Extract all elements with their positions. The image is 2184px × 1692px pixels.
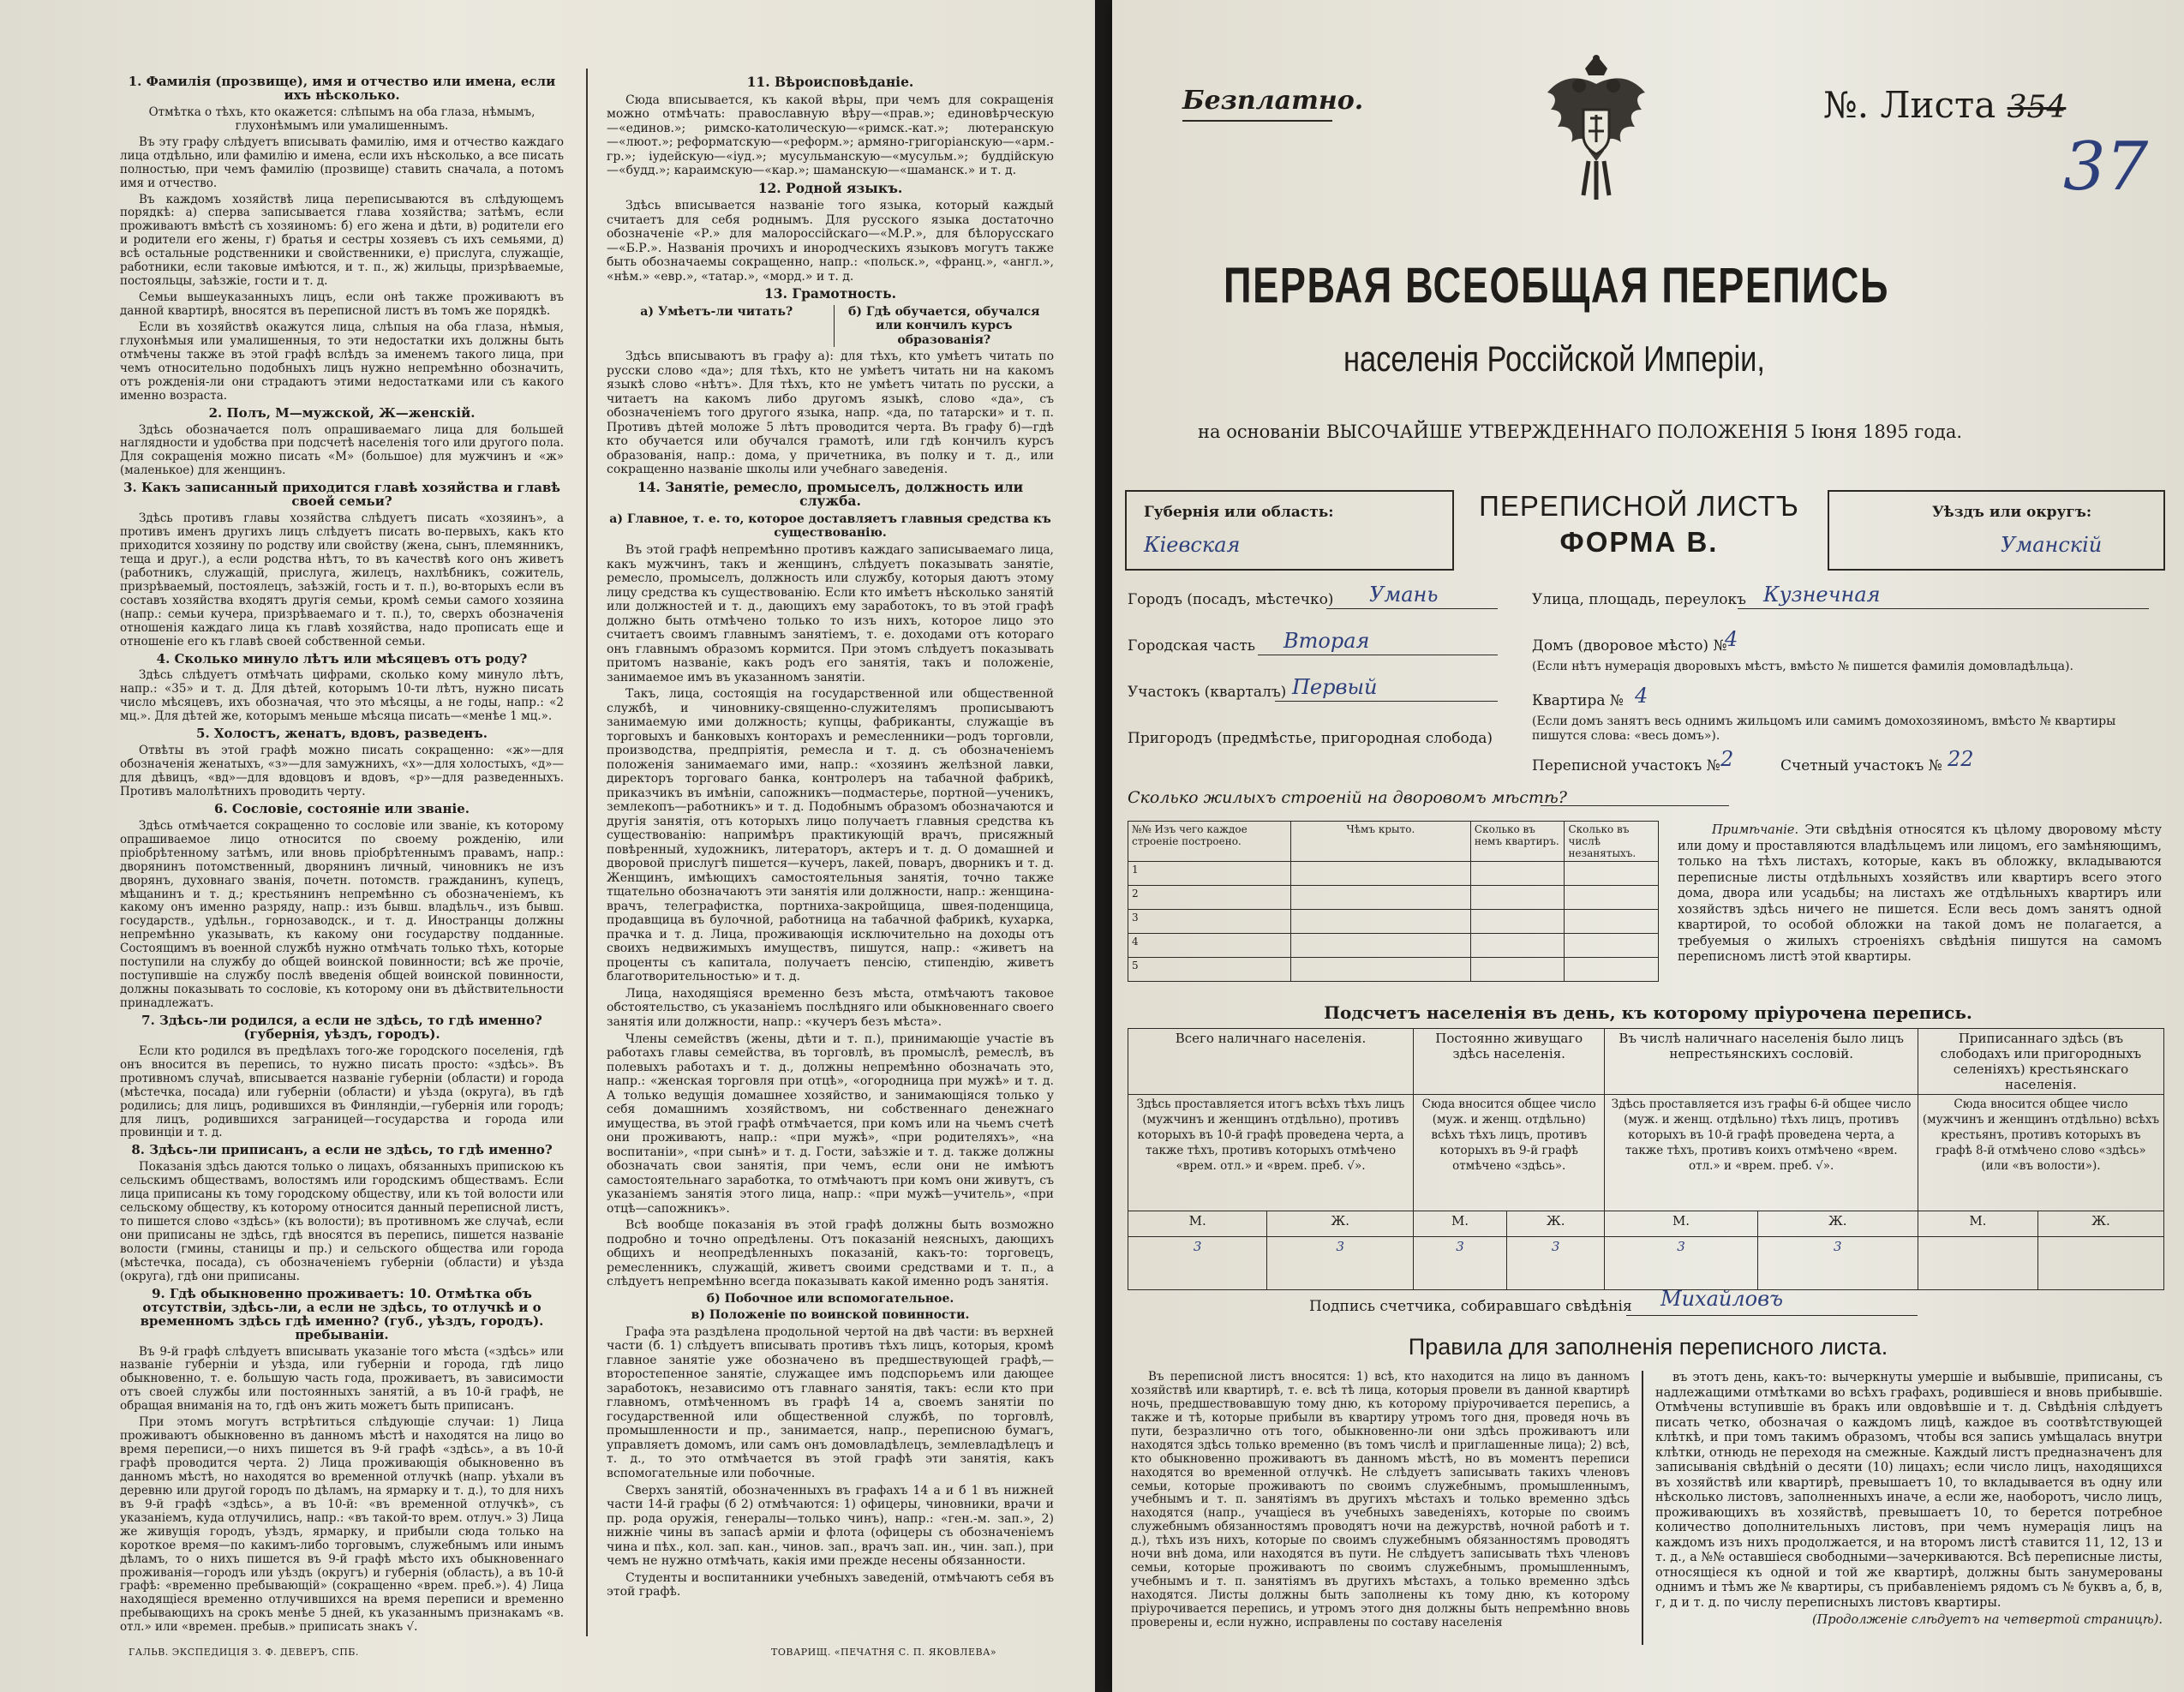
section-1-subtitle: Отмѣтка о тѣхъ, кто окажется: слѣпымъ на оба глаза, нѣмымъ, глухонѣмымъ или умалишеннымъ. xyxy=(148,105,536,133)
section-9-para-1: Въ 9-й графѣ слѣдуетъ вписывать указаніе того мѣста («здѣсь» или названіе губерніи и уѣзда, или губерніи и города, гдѣ лицо обыкновенно, т. е. большую часть года, проживаетъ, въ зависимости отъ своей службы или постоянныхъ занятій, а въ 10-й графѣ, не обращая вниманія на то, гдѣ онъ жить можетъ быть приписанъ. xyxy=(120,1344,564,1414)
bld-row: 3 xyxy=(1128,910,1291,934)
pop-desc-3: Здѣсь проставляется изъ графы 6-й общее число (муж. и женщ. отдѣльно) тѣхъ лицъ, противъ которыхъ въ 10-й графѣ проведена черта, а также тѣхъ, противъ коихъ отмѣчено «врем. отл.» и «врем. преб. √». xyxy=(1605,1095,1918,1211)
uchastok-label: Участокъ (кварталъ) xyxy=(1128,684,1287,701)
imprint-right: ТОВАРИЩ. «ПЕЧАТНЯ С. П. ЯКОВЛЕВА» xyxy=(771,1647,997,1658)
pop-sex: Ж. xyxy=(1267,1211,1414,1237)
pop-value: 3 xyxy=(1506,1237,1604,1290)
pop-value: 3 xyxy=(1757,1237,1918,1290)
count-section-label: Счетный участокъ № xyxy=(1780,757,1942,774)
gubernia-label: Губернія или область: xyxy=(1144,504,1334,521)
part-label: Городская часть xyxy=(1128,637,1256,655)
uezd-value: Уманскій xyxy=(2001,533,2103,557)
form-title: ПЕРЕПИСНОЙ ЛИСТЪ xyxy=(1479,490,1799,522)
pop-sex: Ж. xyxy=(2037,1211,2163,1237)
section-7-title: 7. Здѣсь-ли родился, а если не здѣсь, то гдѣ именно? (губернія, уѣздъ, городъ). xyxy=(141,1012,542,1042)
section-11-para: Сюда вписывается, къ какой вѣры, при чемъ для сокращенія можно отмѣчать: православную вѣру—«прав.»; единовѣрческую—«единов.»; римско-католическую—«римск.-кат.»; лютеранскую—«люот.»; реформатскую—«реформ.»; армяно-григоріанскую—«арм.-гр.»; іудейскую—«іуд.»; мусульманскую—«мусульм.»; буддійскую—«будд.»; караимскую—«кар.»; шаманскую—«шаманск.» и т. д. xyxy=(607,93,1054,178)
section-8-title: 8. Здѣсь-ли приписанъ, а если не здѣсь, то гдѣ именно? xyxy=(131,1142,553,1158)
section-14-a: а) Главное, т. е. то, которое доставляетъ главныя средства къ существованію. xyxy=(609,511,1051,541)
buildings-question: Сколько жилыхъ строеній на дворовомъ мѣстѣ? xyxy=(1128,788,1567,807)
section-5-title: 5. Холостъ, женатъ, вдовъ, разведенъ. xyxy=(196,726,488,742)
pop-desc-4: Сюда вносится общее число (мужчинъ и женщинъ отдѣльно) всѣхъ крестьянъ, противъ которыхъ въ графѣ 8-й отмѣчено слово «здѣсь» (или «въ волости»). xyxy=(1918,1095,2163,1211)
bld-row: 5 xyxy=(1128,958,1291,982)
section-14-para-7: Сверхъ занятій, обозначенныхъ въ графахъ 14 а и б 1 въ нижней части 14-й графы (б 2) отмѣчаются: 1) офицеры, чиновники, врачи и пр. рода оружія, генералы—только чинъ), напр.: «ген.-м. зап.», 2) нижніе чины въ запасѣ арміи и флота (офицеры съ обозначеніемъ чина и пѣх., кол. зап. кан., чинов. зап., врачъ зап. ин., чин. зап.), при чемъ не нужно отмѣчать, какія ими прежде несены обязанности. xyxy=(607,1483,1054,1569)
section-12-para: Здѣсь вписывается названіе того языка, который каждый считаетъ для себя роднымъ. Для русского языка достаточно обозначеніе «Р.» для малороссійскаго—«М.Р.», для бѣлорусскаго—«Б.Р.». Названія прочихъ и инородческихъ языковъ могутъ также быть обозначаемы сокращенно, напр.: «польск.», «франц.», «англ.», «нѣм.» «евр.», «татар.», «морд.» и т. д. xyxy=(607,199,1054,284)
pop-value: 3 xyxy=(1267,1237,1414,1290)
section-4-para: Здѣсь слѣдуетъ отмѣчать цифрами, сколько кому минуло лѣтъ, напр.: «35» и т. д. Для дѣтей, которымъ 10-ти лѣтъ, нужно писать число мѣсяцевъ, ихъ обозначая, что это мѣсяцы, а не годы, напр.: «2 мц.». Для дѣтей же, которымъ меньше мѣсяца писать—«менѣе 1 мц.». xyxy=(120,668,564,724)
bld-row: 1 xyxy=(1128,862,1291,886)
instructions-column-1 xyxy=(120,72,564,1637)
form-title-block xyxy=(1451,490,1828,571)
pop-value: 3 xyxy=(1605,1237,1757,1290)
section-13-para: Здѣсь вписываютъ въ графу а): для тѣхъ, кто умѣетъ читать по русски слово «да»; для тѣхъ, кто не умѣетъ читать ни на какомъ языкѣ слово «нѣтъ». Для тѣхъ, кто не умѣетъ читать по русски, а читаетъ на какомъ либо другомъ языкѣ, слово «да», съ обозначеніемъ того другого языка, напр. «да, по татарски» и т. п. Противъ дѣтей моложе 5 лѣтъ проводится черта. Въ графу б)—гдѣ кто обучается или обучался грамотѣ, или гдѣ кончилъ курсъ образованія, напр.: дома, у причетника, въ полку и т. д., или сокращенно названіе школы или учебнаго заведенія. xyxy=(607,350,1054,477)
section-14-b: б) Побочное или вспомогательное. xyxy=(706,1291,954,1306)
free-underline xyxy=(1182,120,1332,122)
section-14-para-1: Въ этой графѣ непремѣнно противъ каждаго записываемаго лица, какъ мужчинъ, такъ и женщинъ, слѣдуетъ показывать занятіе, ремесло, промыселъ, должность или службу, которыя даютъ этому лицу средства къ существованію. Если кто имѣетъ нѣсколько занятій или должностей и т. д., дающихъ ему заработокъ, то въ этой графѣ должно быть отмѣчено только то изъ нихъ, которое лицо это считаетъ своимъ главнымъ занятіемъ, т. е. доходами отъ котораго онъ главнымъ образомъ кормится. При этомъ слѣдуетъ показывать притомъ названіе, какъ родъ его занятія, такъ и положеніе, занимаемое имъ въ указанномъ занятіи. xyxy=(607,542,1054,685)
section-13-a: а) Умѣетъ-ли читать? xyxy=(640,304,793,319)
section-1-para-4: Если въ хозяйствѣ окажутся лица, слѣпыя на оба глаза, нѣмыя, глухонѣмыя или умалишенныя, то эти недостатки ихъ должны быть отмѣчены также въ этой графѣ вслѣдъ за именемъ такого лица, при чемъ относительно подобныхъ лицъ нужно непремѣнно обозначить, отъ рожденія-ли они страдаютъ этими недостатками или съ какого именно возраста. xyxy=(120,320,564,403)
section-3-para: Здѣсь противъ главы хозяйства слѣдуетъ писать «хозяинъ», а противъ именъ другихъ лицъ слѣдуетъ писать во-первыхъ, какъ кто приходится хозяину по родству или свойству (жена, сынъ, племянникъ, теща и друг.), а если родства нѣтъ, то въ качествѣ кого онъ живетъ (работникъ, служащій, прислуга, жилецъ, нахлѣбникъ, сожитель, призрѣваемый, постоялецъ, заѣзжій, гость и т. п.), во-вторыхъ если въ составъ хозяйства входятъ другія семьи, кромѣ семьи самого хозяина (напр.: семьи кучера, призрѣваемаго и т. п.), то, сверхъ обозначенія отношенія каждаго лица къ главѣ хозяйства, надо прописать еще и отношеніе его къ главѣ своей собственной семьи. xyxy=(120,511,564,649)
section-14-para-2: Такъ, лица, состоящія на государственной или общественной службѣ, и чиновнику-священно-служителямъ прописываютъ занимаемую ими должность; купцы, фабриканты, служащіе въ торговыхъ и банковыхъ конторахъ и ремесленники—родъ торговли, производства, предпріятія, ремесла и т. д. съ обозначеніемъ положенія занимаемаго ими, напр.: «хозяинъ желѣзной лавки, директоръ торговаго банка, контролеръ на табачной фабрикѣ, приказчикъ въ имѣніи, сапожникъ—подмастерье, портной—ученикъ, землекопъ—работникъ» и т. д. Подобнымъ образомъ обозначаются и другія занятія, отъ которыхъ лицо получаетъ главныя средства къ существованію: напримѣръ практикующій врачъ, присяжный повѣренный, художникъ, литераторъ, актеръ и т. д. О домашней и дворовой прислугѣ пишется—кучеръ, лакей, поваръ, дворникъ и т. д. Женщинъ, имѣющихъ самостоятельныя занятія, точно также тщательно обозначаютъ эти занятія или должности, напр.: женщина-врачъ, телеграфистка, портниха-закройщица, швея-поденщица, продавщица въ булочной, работница на табачной фабрикѣ, кухарка, прачка и т. д. Лица, проживающія исключительно на доходы отъ своихъ недвижимыхъ имуществъ, пишутся, напр.: «живетъ на проценты съ капитала, получаетъ пенсію, стипендію, живетъ благотворительностью» и т. д. xyxy=(607,687,1054,984)
section-3-title: 3. Какъ записанный приходится главѣ хозяйства и главѣ своей семьи? xyxy=(123,480,560,510)
population-title: Подсчетъ населенія въ день, къ которому пріурочена перепись. xyxy=(1324,1002,1972,1023)
uchastok-value: Первый xyxy=(1292,675,1378,699)
counter-signature-label: Подпись счетчика, собиравшаго свѣдѣнія xyxy=(1309,1298,1632,1315)
prigorod-label: Пригородъ (предмѣстье, пригородная слобода) xyxy=(1128,730,1493,747)
section-14-para-6: Графа эта раздѣлена продольной чертой на двѣ части: въ верхней части (б. 1) слѣдуетъ вписывать противъ тѣхъ лицъ, которыя, кромѣ главное занятіе уже обозначено въ предшествующей графѣ,—второстепенное занятіе, служащее имъ подспорьемъ или дающее заработокъ, независимо отъ главнаго занятія, такъ: если кто при главномъ, отмѣченномъ въ графѣ 14 а, своемъ занятіи по государственной или общественной службѣ, по торговлѣ, промышленности и пр., занимается, напр., переписною бумагъ, управляетъ домомъ, или самъ онъ домовладѣлецъ, землевладѣлецъ и т. д., то это отмѣчается въ этой графѣ эти занятія, какъ вспомогательные или побочные. xyxy=(607,1324,1054,1480)
right-page xyxy=(1112,0,2184,1692)
pop-sex: М. xyxy=(1918,1211,2037,1237)
city-value: Умань xyxy=(1369,583,1439,607)
section-1-para-2: Въ каждомъ хозяйствѣ лица переписываются въ слѣдующемъ порядкѣ: а) сперва записывается глава хозяйства; затѣмъ, если проживаютъ вмѣстѣ съ хозяиномъ: б) его жена и дѣти, в) родители его и родители его жены, г) братья и сестры хозяевъ съ ихъ семьями, д) всѣ остальные родственники и свойственники, е) прислуга, служащіе, работники, если таковые имѣются, и т. п., ж) жильцы, призрѣваемые, постояльцы, заѣзжіе, гости и т. д. xyxy=(120,192,564,289)
section-14-para-4: Члены семействъ (жены, дѣти и т. п.), принимающіе участіе въ работахъ главы семейства, въ торговлѣ, въ промыслѣ, ремеслѣ, въ полевыхъ работахъ и т. д., должны непремѣнно обозначать это, напр.: «женская торговля при отцѣ», «огородница при мужѣ» и т. д. А только ведущія домашнее хозяйство, и занимающіяся только у себя домашнимъ хозяйствомъ, ни собственнаго денежнаго имущества, въ этой графѣ отмѣчается, при комъ или на чьемъ счетѣ они проживаютъ, напр.: «при мужѣ», «при родителяхъ», «на воспитаніи», «при сынѣ» и т. д. Гости, заѣзжіе и т. д. также должны обозначать свои занятія, при чемъ, если они не имѣютъ самостоятельнаго заработка, то отмѣчаютъ при комъ они живутъ, съ указаніемъ занятія этого лица, напр.: «при мужѣ—учитель», «при отцѣ—сапожникъ». xyxy=(607,1031,1054,1216)
population-table xyxy=(1128,1028,2164,1290)
uezd-box xyxy=(1828,490,2165,571)
flat-note: (Если домъ занятъ весь однимъ жильцомъ или самимъ домохозяиномъ, вмѣсто № квартиры пишутся слова: «весь домъ»). xyxy=(1532,714,2116,743)
section-14-para-3: Лица, находящіяся временно безъ мѣста, отмѣчаютъ таковое обстоятельство, съ указаніемъ послѣдняго или обыкновеннаго своего занятія или должности, напр.: «кучеръ безъ мѣста». xyxy=(607,986,1054,1029)
pop-sex: М. xyxy=(1414,1211,1507,1237)
free-label: Безплатно. xyxy=(1182,86,1364,116)
section-14-para-8: Студенты и воспитанники учебныхъ заведеній, отмѣчаютъ себя въ этой графѣ. xyxy=(607,1570,1054,1599)
section-14-para-5: Всѣ вообще показанія въ этой графѣ должны быть возможно подробно и точно опредѣлены. Отъ показаній неясныхъ, дающихъ общихъ и неопредѣленныхъ показаній, какъ-то: торговецъ, ремесленникъ, служащій, живетъ своими средствами и т. п., а слѣдуетъ непремѣнно всегда показывать какой именно родъ занятія. xyxy=(607,1218,1054,1289)
section-12-title: 12. Родной языкъ. xyxy=(757,179,903,196)
bld-row: 2 xyxy=(1128,886,1291,910)
count-section-value: 22 xyxy=(1948,747,1974,771)
pop-header-3: Въ числѣ наличнаго населенія было лицъ непрестьянскихъ сословій. xyxy=(1605,1029,1918,1095)
coat-of-arms-emblem xyxy=(1532,50,1660,204)
section-9-para-2: При этомъ могутъ встрѣтиться слѣдующіе случаи: 1) Лица проживаютъ обыкновенно въ данномъ мѣстѣ и находятся на лицо во время переписи,—о нихъ пишется въ 9-й графѣ «здѣсь», а въ 10-й графѣ проводится черта. 2) Лица проживающія обыкновенно въ данномъ мѣстѣ, но находятся во временной отлучкѣ (напр. уѣхали въ деревню или другой городъ по дѣламъ, на ярмарку и т. д.), то для нихъ въ 9-й графѣ «здѣсь», а въ 10-й: «въ временной отлучкѣ», съ указаніемъ, куда отлучились, напр.: «въ такой-то врем. отлуч.» 3) Лица же живущія городъ, уѣздъ, ярмарку, и прибыли сюда только на короткое время—по какимъ-либо торговымъ, служебнымъ или инымъ дѣламъ, то о нихъ пишется въ 9-й графѣ мѣсто ихъ обыкновеннаго проживанія—городъ или уѣздъ (округъ) и губернія (область), а въ 10-й графѣ: «временно пребывающій» (сокращенно «врем. преб.»). 4) Лица находящіеся временно отлучившихся на время переписи и временно пребывающихъ на срокъ менѣе 5 дней, къ указаннымъ признакамъ «в. отл.» или «времен. пребыв.» приписать знакъ √. xyxy=(120,1415,564,1635)
section-2-para: Здѣсь обозначается полъ опрашиваемаго лица для большей наглядности и удобства при подсчетѣ населенія того или другого пола. Для сокращенія можно писать «М» (большое) для мужчинъ и «ж» (маленькое) для женщинъ. xyxy=(120,422,564,478)
section-2-title: 2. Полъ, М—мужской, Ж—женскій. xyxy=(208,404,476,421)
pop-value: 3 xyxy=(1128,1237,1267,1290)
house-note: (Если нѣтъ нумерація дворовыхъ мѣстъ, вмѣсто № пишется фамилія домовладѣльца). xyxy=(1532,660,2073,673)
note-title: Примѣчаніе. xyxy=(1712,823,1799,837)
section-5-para: Отвѣты въ этой графѣ можно писать сокращенно: «ж»—для обозначенія женатыхъ, «з»—для замужнихъ, «х»—для холостыхъ, «д»—для дѣвицъ, «вд»—для вдовцовъ и вдовъ, «р»—для разведенныхъ. Противъ малолѣтнихъ проводить черту. xyxy=(120,744,564,798)
city-line xyxy=(1326,608,1498,609)
section-13-subheads xyxy=(607,305,1054,348)
uezd-label: Уѣздъ или округъ: xyxy=(1932,504,2092,521)
flat-value: 4 xyxy=(1635,684,1648,708)
section-11-title: 11. Вѣроисповѣданіе. xyxy=(746,74,914,90)
section-1-para-1: Въ эту графу слѣдуетъ вписывать фамилію, имя и отчество каждаго лица отдѣльно, или фамилію и имена, если ихъ нѣсколько, а все писать полностью, при чемъ фамилію (прозвище) ставить сначала, а потомъ имя и отчество. xyxy=(120,135,564,190)
pop-sex: М. xyxy=(1605,1211,1757,1237)
book-gutter xyxy=(1095,0,1112,1692)
gubernia-value: Кіевская xyxy=(1144,533,1241,557)
section-9-title: 9. Гдѣ обыкновенно проживаетъ: 10. Отмѣтка объ отсутствіи, здѣсь-ли, а если не здѣсь, то отлучкѣ и о временномъ здѣсь гдѣ именно? (губ., уѣздъ, городъ). пребываніи. xyxy=(140,1285,544,1342)
imprint-left: ГАЛЬВ. ЭКСПЕДИЦІЯ З. Ф. ДЕВЕРЪ, СПБ. xyxy=(129,1647,359,1658)
rules-column-2 xyxy=(1655,1371,2163,1631)
pop-sex: Ж. xyxy=(1757,1211,1918,1237)
section-4-title: 4. Сколько минуло лѣтъ или мѣсяцевъ отъ роду? xyxy=(156,650,528,667)
street-label: Улица, площадь, переулокъ xyxy=(1532,591,1746,608)
rules-divider xyxy=(1642,1371,1643,1645)
sheet-number-label: №. Листа xyxy=(1823,84,1996,126)
section-6-para: Здѣсь отмѣчается сокращенно то сословіе или званіе, къ которому опрашиваемое лицо относится по своему рожденію, или пріобрѣтенному затѣмъ, или вновь пріобрѣтеннымъ правамъ, напр.: дворянинъ потомственный, дворянинъ личный, чиновникъ не изъ дворянъ, духовнаго званія, почетн. потомств. гражданинъ, купецъ, мѣщанинъ и т. д.; крестьянинъ непремѣнно съ обозначеніемъ, къ какому онъ именно разряду, напр.: изъ бывш. владѣльч., изъ бывш. государств., удѣльн., горнозаводск., и т. д. Иностранцы должны непремѣнно указывать, къ какому они государству подданные. Состоящимъ въ военной службѣ нужно отмѣчать только тѣхъ, которые поступили на службу до общей воинской повинности; всѣ же прочіе, поступившіе на службу послѣ введенія общей воинской повинности, должны показывать то сословіе, къ которому они въ дѣйствительности принадлежатъ. xyxy=(120,818,564,1010)
note-text: Эти свѣдѣнія относятся къ цѣлому дворовому мѣсту или дому и проставляются владѣльцемъ или лицомъ, его замѣняющимъ, только на тѣхъ листахъ, которые, какъ въ обложку, вкладываются переписные листы отдѣльныхъ хозяйствъ или квартиръ всего этого дома, двора или усадьбы; на листахъ же отдѣльныхъ квартиръ или хозяйствъ здѣсь ничего не пишется. Если весь домъ занятъ одной квартирой, то особой обложки на такой домъ не полагается, а требуемыя о жилыхъ строеніяхъ свѣдѣнія пишутся на самомъ переписномъ листѣ этой квартиры. xyxy=(1678,823,2162,964)
gubernia-box xyxy=(1125,490,1454,571)
rules-text-2: въ этотъ день, какъ-то: вычеркнуты умершіе и выбывшіе, приписаны, съ надлежащими отмѣтками во всѣхъ графахъ, родившіеся и вновь прибывшіе. Отмѣчены вступившіе въ бракъ или овдовѣвшіе и т. д. Свѣдѣнія слѣдуетъ писать четко, обозначая о каждомъ лицѣ, каждое въ соотвѣтствующей клѣткѣ, и при томъ такимъ образомъ, чтобы вся запись умѣщалась внутри клѣтки, отнюдь не переходя на смежные. Каждый листъ предназначенъ для записыванія свѣдѣній о десяти (10) лицахъ; если число лицъ, находящихся въ хозяйствѣ или квартирѣ, превышаетъ 10, то вкладывается въ одну или нѣсколько листовъ, заполненныхъ иначе, а если же, наоборотъ, число лицъ, проживающихъ въ хозяйствѣ, превышаетъ 10, то берется потребное количество дополнительныхъ листовъ, при чемъ нумерація лицъ на каждомъ изъ нихъ продолжается, и на второмъ листѣ ставится 11, 12, 13 и т. д., а №№ оставшіеся свободными—зачеркиваются. Всѣ переписные листы, относящіеся къ одной и той же квартирѣ, должны быть занумерованы однимъ и тѣмъ же № квартиры, съ прибавленіемъ рядомъ съ № буквъ а, б, в, г, д и т. д. по числу переписныхъ листовъ квартиры. xyxy=(1655,1371,2163,1610)
column-divider xyxy=(586,69,588,1636)
buildings-note xyxy=(1678,822,2162,966)
form-subtitle: ФОРМА В. xyxy=(1559,526,1719,558)
pop-value xyxy=(1918,1237,2037,1290)
bld-header-2: Чѣмъ крыто. xyxy=(1290,822,1470,862)
bld-header-4: Сколько въ числѣ незанятыхъ. xyxy=(1565,822,1659,862)
buildings-line xyxy=(1541,805,1729,806)
counter-signature-value: Михайловъ xyxy=(1660,1287,1784,1311)
section-13-b: б) Гдѣ обучается, обучался или кончилъ курсъ образованія? xyxy=(834,305,1055,348)
section-1-title: 1. Фамилія (прозвище), имя и отчество или имена, если ихъ нѣсколько. xyxy=(128,74,556,103)
sheet-number-printed: 354 xyxy=(2007,90,2067,125)
uchastok-line xyxy=(1275,701,1498,702)
section-6-title: 6. Сословіе, состояніе или званіе. xyxy=(214,800,470,816)
section-14-c: в) Положеніе по воинской повинности. xyxy=(691,1308,970,1323)
rules-text-1: Въ переписной листъ вносятся: 1) всѣ, кто находится на лицо въ данномъ хозяйствѣ или квартирѣ, т. е. всѣ тѣ лица, которыя провели въ данной квартирѣ ночь, предшествовавшую тому дню, къ которому пріурочивается перепись, а также и тѣ, которые прибыли въ квартиру утромъ того дня, проведя ночь въ пути, безразлично отъ того, обыкновенно-ли они здѣсь проживаютъ или находятся здѣсь только временно (въ томъ числѣ и приглашенные лица); 2) всѣ, кто обыкновенно проживаютъ въ данномъ мѣстѣ, но въ моментъ переписи находятся во временной отлучкѣ. Не слѣдуетъ записывать такихъ членовъ семьи, которые проживаютъ по своимъ служебнымъ, промышленнымъ, учебнымъ и т. п. занятіямъ въ другихъ мѣстахъ и только временно здѣсь находятся (напр., учащіеся въ учебныхъ заведеніяхъ, которые по своимъ служебнымъ обязанностямъ проводятъ ночи на дежурствѣ, ночной работѣ и т. д.), тѣхъ изъ нихъ, которые по своимъ служебнымъ обязанностямъ проводятъ ночи внѣ дома, или находятся въ пути. Не слѣдуетъ записывать тѣхъ членовъ семьи, которые проживаютъ по своимъ служебнымъ, промышленнымъ, учебнымъ и т. п. занятіямъ въ другихъ мѣстахъ, а только временно здѣсь находятся. Листы должны быть заполнены къ тому дню, къ которому пріурочивается перепись, и утромъ этого дня должны быть непремѣнно вновь проверены и, если нужно, исправлены по составу населенія xyxy=(1131,1370,1630,1629)
house-value: 4 xyxy=(1725,627,1738,651)
census-subtitle: населенія Россійской Имперіи, xyxy=(1343,338,1765,379)
census-title: ПЕРВАЯ ВСЕОБЩАЯ ПЕРЕПИСЬ xyxy=(1224,258,1890,314)
bld-header-3: Сколько въ немъ квартиръ. xyxy=(1470,822,1565,862)
pop-sex: М. xyxy=(1128,1211,1267,1237)
pop-header-4: Приписаннаго здѣсь (въ слободахъ или пригородныхъ селеніяхъ) крестьянскаго населенія. xyxy=(1918,1029,2163,1095)
city-label: Городъ (посадъ, мѣстечко) xyxy=(1128,591,1334,608)
sheet-number xyxy=(1823,84,2066,126)
section-14-title: 14. Занятіе, ремесло, промыселъ, должность или служба. xyxy=(637,478,1024,510)
section-13-title: 13. Грамотность. xyxy=(764,285,896,302)
bld-row: 4 xyxy=(1128,934,1291,958)
street-value: Кузнечная xyxy=(1763,583,1881,607)
instructions-column-2 xyxy=(607,72,1054,1602)
rules-continued: (Продолженіе слѣдуетъ на четвертой страницѣ). xyxy=(1811,1613,2163,1627)
house-label: Домъ (дворовое мѣсто) № xyxy=(1532,637,1727,655)
pop-header-2: Постоянно живущаго здѣсь населенія. xyxy=(1414,1029,1605,1095)
pop-sex: Ж. xyxy=(1506,1211,1604,1237)
census-section-value: 2 xyxy=(1720,747,1734,771)
pop-header-1: Всего наличнаго населенія. xyxy=(1128,1029,1414,1095)
flat-label: Квартира № xyxy=(1532,692,1624,709)
street-line xyxy=(1738,608,2149,609)
rules-column-1 xyxy=(1131,1371,1630,1633)
part-value: Вторая xyxy=(1283,629,1370,653)
census-section-label: Переписной участокъ № xyxy=(1532,757,1720,774)
pop-desc-1: Здѣсь проставляется итогъ всѣхъ тѣхъ лицъ (мужчинъ и женщинъ отдѣльно), противъ которыхъ въ 10-й графѣ проведена черта, а также тѣхъ, противъ которыхъ отмѣчено «врем. отл.» и «врем. преб. √». xyxy=(1128,1095,1414,1211)
section-7-para: Если кто родился въ предѣлахъ того-же городского поселенія, гдѣ онъ вносится въ перепись, то нужно писать просто: «здѣсь». Въ противномъ случаѣ, вписывается названіе губерніи (области) и города (мѣстечка, посада) или губерніи (области) и уѣзда (округа), въ гдѣ родились; для лицъ, родившихся въ Финляндіи,—губернія или городъ; для лицъ, родившихся заграницей—государства и города или провинціи и т. д. xyxy=(120,1043,564,1140)
section-1-para-3: Семьи вышеуказанныхъ лицъ, если онѣ также проживаютъ въ данной квартирѣ, вносятся въ переписной листъ въ томъ же порядкѣ. xyxy=(120,290,564,318)
rules-title: Правила для заполненія переписного листа. xyxy=(1408,1334,1888,1360)
counter-signature-line xyxy=(1626,1315,1918,1316)
pop-desc-2: Сюда вносится общее число (муж. и женщ. отдѣльно) всѣхъ тѣхъ лицъ, противъ которыхъ въ 9-й графѣ отмѣчено «здѣсь». xyxy=(1414,1095,1605,1211)
buildings-table xyxy=(1128,821,1659,982)
pop-value xyxy=(2037,1237,2163,1290)
pop-value: 3 xyxy=(1414,1237,1507,1290)
census-basis: на основаніи ВЫСОЧАЙШЕ УТВЕРЖДЕННАГО ПОЛОЖЕНІЯ 5 Іюня 1895 года. xyxy=(1198,422,1963,442)
bld-header-1: №№ Изъ чего каждое строеніе построено. xyxy=(1128,822,1291,862)
sheet-number-handwritten: 37 xyxy=(2063,129,2149,206)
section-8-para: Показанія здѣсь даются только о лицахъ, обязанныхъ припискою къ сельскимъ обществамъ, волостямъ или городскимъ обществамъ. Если лица приписаны къ тому городскому обществу, или къ той волости или сельскому обществу, къ которому относится данный переписной листъ, то пишется слово «здѣсь» (къ волости); въ противномъ же случаѣ, если они приписаны не здѣсь, гдѣ вносятся въ перепись, пишется названіе волости (гмины, станицы и пр.) и сельского общества или города (мѣстечка, посада), съ обозначеніемъ губерніи (области) и уѣзда (округа), гдѣ они приписаны. xyxy=(120,1160,564,1283)
